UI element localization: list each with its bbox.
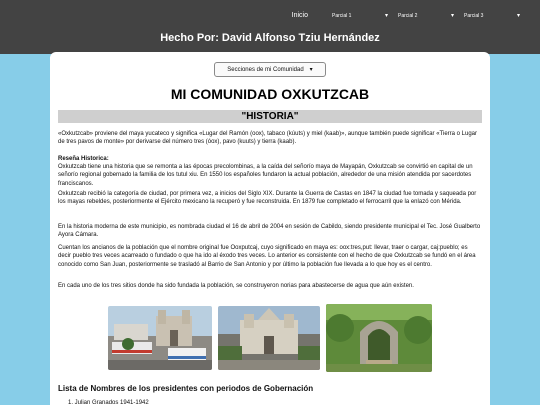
paragraph-ciudad: Oxkutzcab recibió la categoría de ciudad, por primera vez, a inicios del Siglo XIX. Durante la Guerra de Castas en 1847 la ciudad fue tomada y saqueada por los mayas rebeldes, posteriormente el Ejército mexicano la recuperó y fue reconstruida. En 1879 fue completado el ferrocarril que la enlazó con Mérida. xyxy=(58,191,477,206)
content-card xyxy=(50,52,490,405)
paragraph-etimologia: «Oxkutzcab» proviene del maya yucateco y significa «Lugar del Ramón (oox), tabaco (kúuts) y miel (kaab)», aunque también puede significar «Tierra o Lugar de tres pavos de monte» por derivarse del número tres (óox), pavo (kuuts) y tierra (kaab). xyxy=(58,131,478,146)
select-parcial-2-label: Parcial 2 xyxy=(398,12,418,19)
list-bullet: 1. xyxy=(68,400,75,405)
page-title: MI COMUNIDAD OXKUTZCAB xyxy=(170,86,370,102)
author-title: Hecho Por: David Alfonso Tziu Hernández xyxy=(160,32,380,44)
nav-link-inicio[interactable]: Inicio xyxy=(291,12,308,19)
sections-select[interactable] xyxy=(214,62,326,77)
list-item xyxy=(68,400,149,405)
select-parcial-2[interactable] xyxy=(398,12,454,19)
photo-arco-vegetacion xyxy=(326,304,432,372)
photo-iglesia-antigua xyxy=(218,306,320,370)
chevron-down-icon: ▾ xyxy=(450,13,454,19)
photo-iglesia-plaza xyxy=(108,306,212,370)
select-parcial-3[interactable] xyxy=(464,12,520,19)
presidents-list-heading: Lista de Nombres de los presidentes con periodos de Gobernación xyxy=(58,384,314,393)
chevron-down-icon: ▾ xyxy=(384,13,388,19)
top-bar xyxy=(0,0,540,54)
select-parcial-3-label: Parcial 3 xyxy=(464,12,484,19)
president-name: Julian Granados 1941-1942 xyxy=(74,400,149,405)
resena-heading: Reseña Historica: xyxy=(58,156,109,162)
paragraph-moderna: En la historia moderna de este municipio, es nombrada ciudad el 16 de abril de 2004 en sesión de Cabildo, siendo presidente municipal el Tec. José Gualberto Ayora Cámara. xyxy=(58,224,481,239)
chevron-down-icon: ▾ xyxy=(516,13,520,19)
paragraph-norias: En cada uno de los tres sitios donde ha sido fundada la población, se construyeron norias para abastecerse de agua que aún existen. xyxy=(58,283,414,289)
select-parcial-1-label: Parcial 1 xyxy=(332,12,352,19)
main-nav xyxy=(292,12,520,19)
select-parcial-1[interactable] xyxy=(332,12,388,19)
sections-select-label: Secciones de mi Comunidad xyxy=(227,66,304,73)
paragraph-ancianos: Cuentan los ancianos de la población que el nombre original fue Ooxputcaj, cuyo significado en maya es: oox:tres,put: llevar, traer o cargar, caj:pueblo; es decir pueblo tres veces acarreado o fundado o que ha ido al éxodo tres veces. Lo anterior es consistente con el hecho de que Oxkutzcab se fundó en el área conocido como San Juan, posteriormente se trasladó al Barrio de San Antonio y por último la población fue llevada a lo que hoy es el centro. xyxy=(58,245,476,268)
paragraph-resena: Oxkutzcab tiene una historia que se remonta a las épocas precolombinas, a la caída del señorío maya de Mayapán, Oxkutzcab se convirtió en capital de un señorío regional gobernado la familia de los tutul xiu. En 1550 los españoles fundaron la actual población, alrededor de una misión atendida por sacerdotes franciscanos. xyxy=(58,164,473,187)
chevron-down-icon: ▾ xyxy=(309,67,313,73)
section-heading: "HISTORIA" xyxy=(58,110,482,123)
